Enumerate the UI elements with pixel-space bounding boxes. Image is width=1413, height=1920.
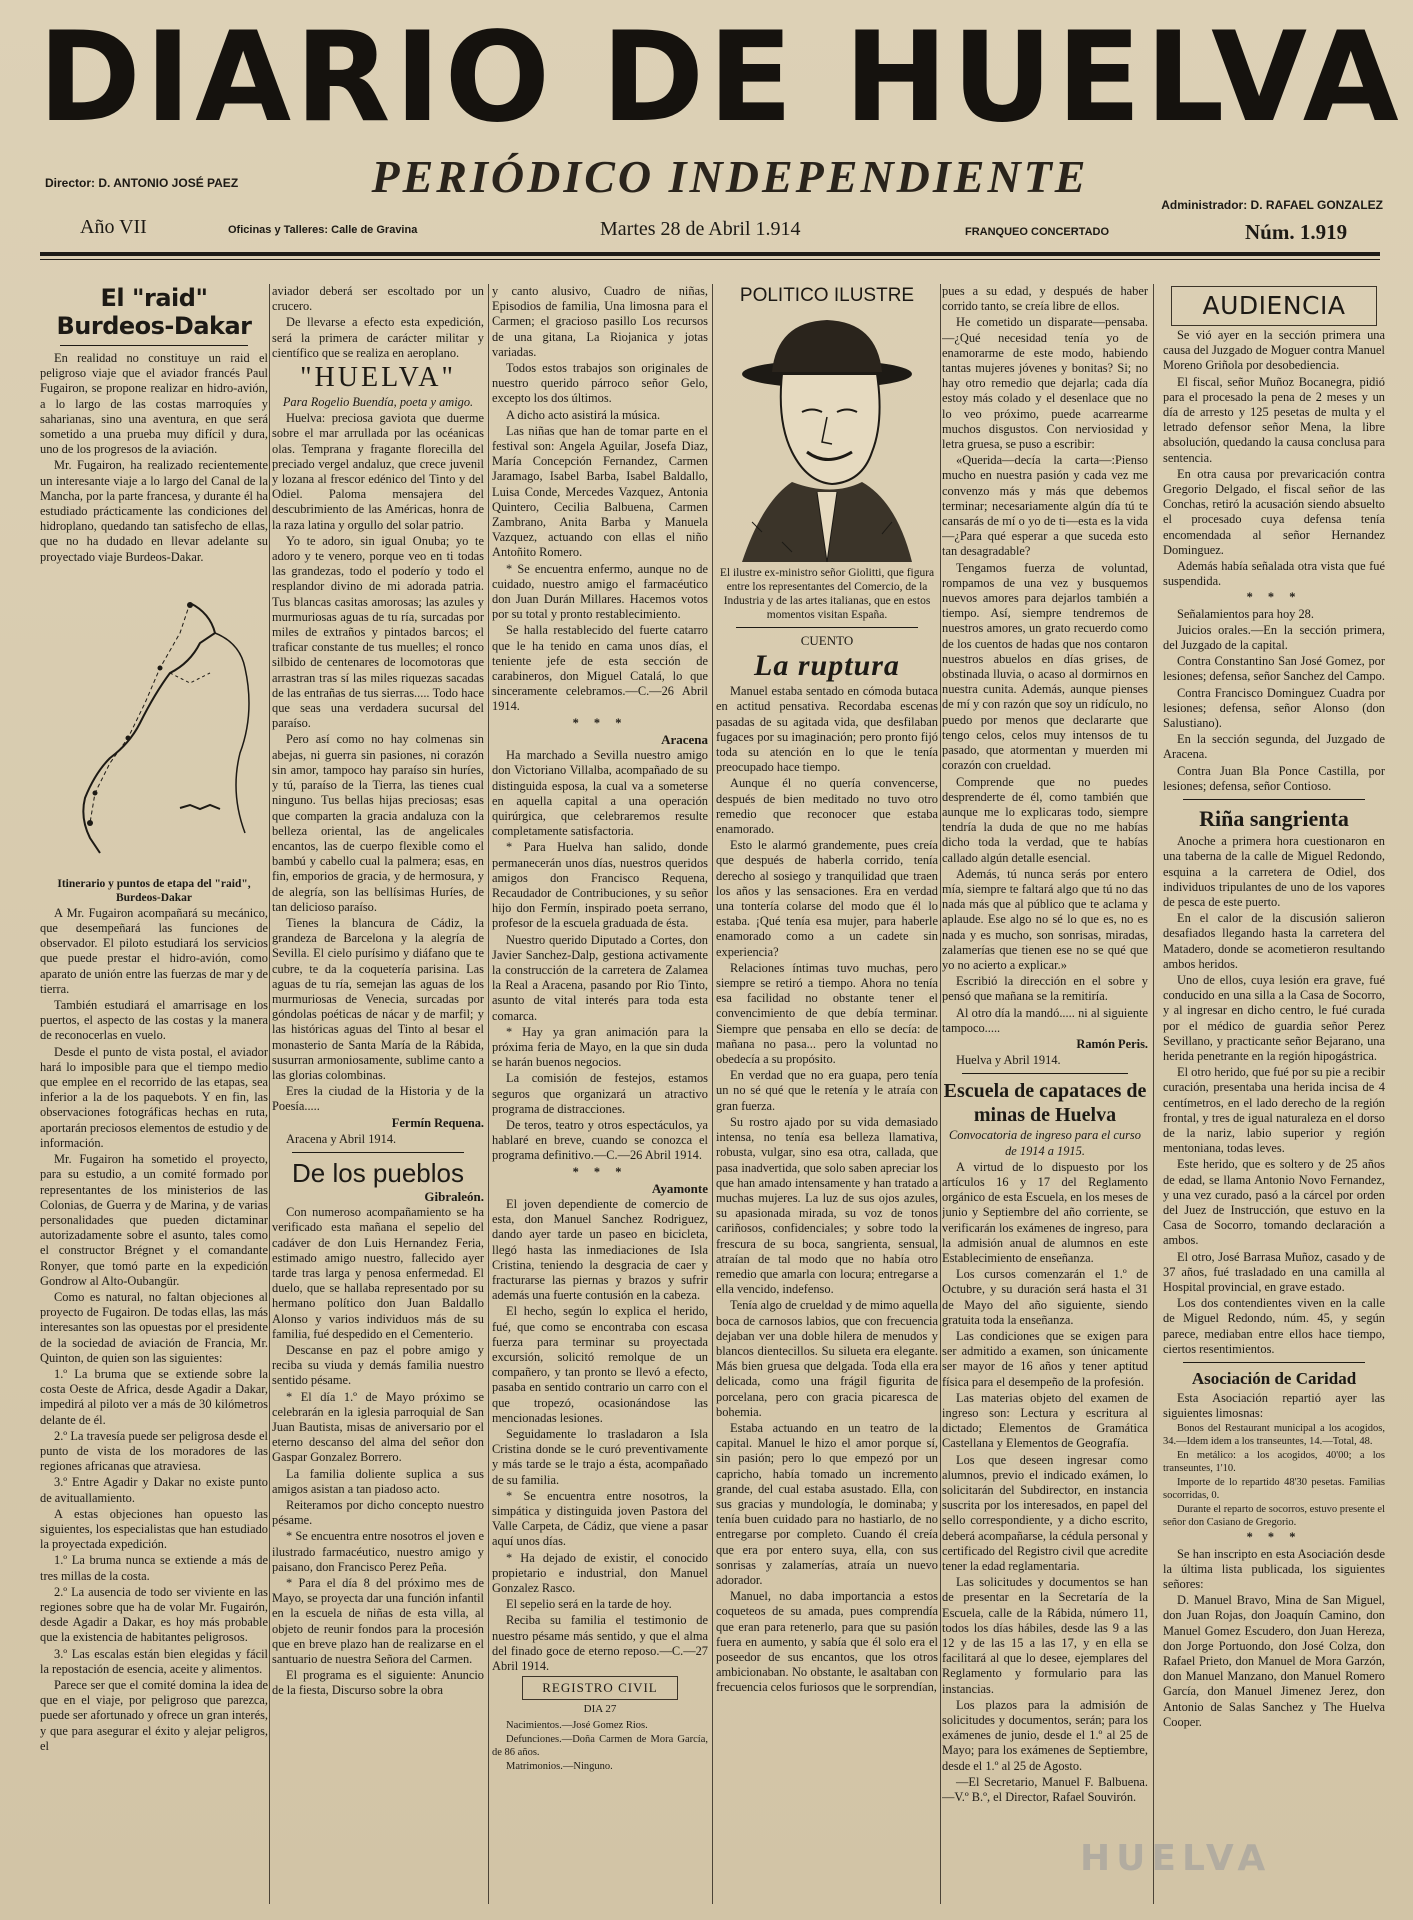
paragraph: 1.º La bruma nunca se extiende a más de tres millas de la costa. [40, 1553, 268, 1583]
column-huelva [272, 284, 484, 1904]
paragraph: El fiscal, señor Muñoz Bocanegra, pidió para el procesado la pena de 2 meses y un día de arresto y 125 pesetas de multa y el letrado defensor señor Mena, la libre absolución, quedando la causa conclusa para sentencia. [1163, 374, 1385, 465]
paragraph: Esta Asociación repartió ayer las siguientes limosnas: [1163, 1391, 1385, 1421]
paragraph: Reciba su familia el testimonio de nuestro pésame más sentido, y que el alma del finado goce de eterno reposo.—C.—27 Abril 1914. [492, 1613, 708, 1674]
paragraph: Al otro día la mandó..... ni al siguiente tampoco..... [942, 1005, 1148, 1035]
paragraph: Las condiciones que se exigen para ser admitido a examen, son únicamente ser mayor de 16 años y tener aptitud física para el desempeño de la profesión. [942, 1329, 1148, 1389]
route-map-drawing [40, 573, 266, 873]
paragraph: Tengamos fuerza de voluntad, rompamos de una vez y busquemos nuevos amores para dejarlos también a tiempo. Así, siempre tendremos de nuestros amores, un grato recuerdo como de los cuentos de hadas que nos contaron nuestros abuelos en días grises, de obstinada lluvia, o acaso al dormirnos en nuestra cunita. Además, aunque pienses de mí y con razón que soy un ridículo, no puedo por menos que declararte que tengo celos, celos muy intensos de tu pasado, que atormentan y muerden mi corazón con crueldad. [942, 560, 1148, 773]
paragraph: Las niñas que han de tomar parte en el festival son: Angela Aguilar, Josefa Diaz, María Concepción Fernandez, Carmen Jaramago, Isabel Barba, Isabel Baldallo, Luisa Conde, Mercedes Vazquez, Antonia Quintero, Cecilia Balbuena, Carmen Zambrano, Anita Barba y Manuela Vazquez, actuando con ellas el niño Antoñito Romero. [492, 423, 708, 560]
paragraph: * Se encuentra entre nosotros, la simpática y distinguida joven Pastora del Valle Carpeta, de Cádiz, que viene a pasar aquí unos días. [492, 1488, 708, 1549]
paragraph: Reiteramos por dicho concepto nuestro pésame. [272, 1498, 484, 1528]
paragraph: Manuel estaba sentado en cómoda butaca en actitud pensativa. Recordaba escenas pasadas de su agitada vida, que desfilaban fugaces por su imaginación; pero pronto fijó toda su atención en lo que le tenía preocupado hace tiempo. [716, 684, 938, 775]
paragraph: Tenía algo de crueldad y de mimo aquella boca de carnosos labios, que con frecuencia dejaban ver una doble hilera de menudos y blancos dientecillos. Su silueta era elegante. Más bien gruesa que delgada. Toda ella era delicada, como una frágil figurita de porcelana, pero con gracia picaresca de bohemia. [716, 1298, 938, 1419]
paragraph: A Mr. Fugairon acompañará su mecánico, que desempeñará las funciones de observador. El piloto estudiará los servicios que puede prestar el hidro-avión, como aparato de unión entre las fuerzas de mar y de tierra. [40, 905, 268, 996]
paragraph: Estaba actuando en un teatro de la capital. Manuel le hizo el amor porque sí, sin pasión; pero lo que empezó por un capricho, había tomado un incremento grande, del cual estaba asustado. Ella, con sus gracias y mundología, le dominaba; y tenía buen cuidado para no hastiarlo, de no entregarse por completo. Cuando él creía que era por entero suya, ella, con sus sonrisas y zalamerías, atraía un nuevo adorador. [716, 1420, 938, 1587]
deaths: Defunciones.—Doña Carmen de Mora García, de 86 años. [492, 1733, 708, 1758]
paragraph: 3.º Entre Agadir y Dakar no existe punto de avituallamiento. [40, 1475, 268, 1505]
paragraph: Todos estos trabajos son originales de nuestro querido párroco señor Gelo, excepto los dos últimos. [492, 361, 708, 406]
section-title-pueblos: De los pueblos [292, 1157, 464, 1188]
separator-stars: * * * [1246, 590, 1302, 605]
paragraph: También estudiará el amarrisage en los puertos, el aspecto de las costas y la manera de reconocerlas en vuelo. [40, 998, 268, 1043]
article-title-rina: Riña sangrienta [1199, 806, 1349, 832]
separator-stars: * * * [572, 715, 628, 730]
separator-stars: * * * [1246, 1530, 1302, 1545]
paragraph: * Hay ya gran animación para la próxima feria de Mayo, en la que sin duda se harán buenos negocios. [492, 1024, 708, 1070]
paragraph: El sepelio será en la tarde de hoy. [506, 1597, 672, 1612]
paragraph: El hecho, según lo explica el herido, fué, que como se encontraba con escasa fuerza para terminar su proyectada excursión, solicitó remolque de un compañero, y tan pronto se llevó a efecto, pasaba en sentido contrario un carro con el que tropezó, ocasionándose las mencionadas lesiones. [492, 1304, 708, 1425]
marriages: Matrimonios.—Ninguno. [506, 1760, 613, 1772]
paragraph: Descanse en paz el pobre amigo y reciba su viuda y demás familia nuestro sentido pésame. [272, 1343, 484, 1388]
paragraph: Tienes la blancura de Cádiz, la grandeza de Barcelona y la alegría de Sevilla. El cielo purísimo y diáfano que te cubre, te da la coquetería parisina. Las aguas de tu ría, semejan las aguas de los murmuriosas de Venecia, surcadas por góndolas poéticas de nácar y de marfil; y las históricas aguas del Tinto al besar el monasterio de Santa María de la Rábida, susurran armoniosamente, sublime canto a las glorias colombinas. [272, 915, 484, 1082]
paragraph: De teros, teatro y otros espectáculos, ya hablaré en breve, cuando se conozca el programa definitivo.—C.—26 Abril 1914. [492, 1117, 708, 1163]
paragraph: Seguidamente lo trasladaron a Isla Cristina donde se le curó preventivamente y más tarde se le trajo a ésta, acompañado de su familia. [492, 1427, 708, 1487]
paragraph: A estas objeciones han opuesto las siguientes, los especialistas que han estudiado la proyectada expedición. [40, 1506, 268, 1552]
paragraph: Señalamientos para hoy 28. [1177, 606, 1314, 621]
paragraph: Se halla restablecido del fuerte catarro que le ha tenido en cama unos días, el teniente jefe de esta sección de carabineros, don Miguel Catalá, lo que sinceramente celebramos.—C.—26 Abril 1914. [492, 623, 708, 714]
article-title-asociacion: Asociación de Caridad [1191, 1369, 1357, 1388]
paragraph: Desde el punto de vista postal, el aviador hará lo imposible para que el tiempo medio que emplee en el recorrido de las etapas, sea inferior a la de los paquebots. Y en fin, las observaciones fotográficas hechas en ruta, aportarán preciosos elementos de estudio y de información. [40, 1044, 268, 1150]
masthead-rule [40, 252, 1380, 256]
paragraph: 1.º La bruma que se extiende sobre la costa Oeste de Africa, desde Agadir a Dakar, impedirá al piloto ver a más de 30 kilómetros delante de él. [40, 1366, 268, 1427]
paragraph: Mr. Fugairon ha sometido el proyecto, para su estudio, a un comité formado por representantes de los ministerios de las Colonias, de Guerra y de Marina, y de varias personalidades que pueden dictaminar autorizadamente sobre el asunto, tales como el constructor Brégnet y el comandante Ronyer, que tomó parte en la expedición Gondrow al Alto-Oubangür. [40, 1152, 268, 1288]
paragraph: En otra causa por prevaricación contra Gregorio Delgado, el fiscal señor de las Conchas, retiró la acusación siendo absuelto el procesado cuya defensa tenía encomendada al señor Hernandez Dominguez. [1163, 466, 1385, 557]
paragraph: —El Secretario, Manuel F. Balbuena.—V.º B.º, el Director, Rafael Souvirón. [942, 1774, 1148, 1805]
paragraph: Se vió ayer en la sección primera una causa del Juzgado de Moguer contra Manuel Moreno Griñola por desobediencia. [1163, 328, 1385, 373]
issue-number: Núm. 1.919 [1245, 220, 1348, 244]
paragraph: De llevarse a efecto esta expedición, será la primera de carácter militar y científico que se realiza en aeroplano. [272, 315, 484, 360]
paragraph: La comisión de festejos, estamos seguros que organizará un atractivo programa de distracciones. [492, 1071, 708, 1116]
column-divider [488, 284, 489, 1904]
paragraph: 2.º La travesía puede ser peligrosa desde el punto de vista de los moradores de las regiones africanas que atraviesa. [40, 1428, 268, 1474]
paragraph: * Para Huelva han salido, donde permanecerán unos días, nuestros queridos amigos don Francisco Requena, Recaudador de Contribuciones, y su señor hijo don Fermín, inspirado poeta serrano, profesor de la escuela graduada de ésta. [492, 840, 708, 931]
paragraph: * El día 1.º de Mayo próximo se celebrarán en la iglesia parroquial de San Juan Bautista, misas de aniversario por el eterno descanso del alma del señor don Gaspar Gonzalez Borrero. [272, 1389, 484, 1465]
dateline: Aracena y Abril 1914. [286, 1131, 397, 1146]
route-map [40, 573, 266, 873]
section-rule [1183, 799, 1365, 800]
dateline: Huelva y Abril 1914. [956, 1053, 1061, 1068]
paragraph: Escribió la dirección en el sobre y pensó que mañana se la remitiría. [942, 974, 1148, 1004]
paragraph: Contra Juan Bla Ponce Castilla, por lesiones; defensa, señor Contioso. [1163, 763, 1385, 793]
paragraph: aviador deberá ser escoltado por un crucero. [272, 284, 484, 314]
audiencia-box [1171, 286, 1377, 326]
paragraph: Con numeroso acompañamiento se ha verificado esta mañana el sepelio del cadáver de don Luis Hernandez Feria, estimado amigo nuestro, fallecido ayer tarde tras larga y penosa enfermedad. El duelo, que se hallaba representado por su hermano político don Juan Baldallo Alonso y varios individuos más de su familia, fué despedido en el Cementerio. [272, 1205, 484, 1341]
issue-date: Martes 28 de Abril 1.914 [600, 218, 801, 240]
paragraph: Yo te adoro, sin igual Onuba; yo te adoro y te venero, porque veo en ti todas las grandezas, todo el poderío y todo el resplandor divino de mi adorada patria. Tus blancas casitas amorosas; las azules y murmuriosas aguas de tu ría, surcadas por miles de extraños y pintados barcos; el traficar constante de tus muelles; el ronco silbido de centenares de locomotoras que arrastran tras sí las miles riquezas sacadas de las entrañas de tus sierras..... Todo hace que seas una verdadera sucursal del paraíso. [272, 533, 484, 731]
article-title-escuela: Escuela de capataces de minas de Huelva [943, 1080, 1147, 1127]
column-escuela [942, 284, 1148, 1904]
paragraph: Aunque él no quería convencerse, después de bien meditado no tuvo otro remedio que reconocer que estaba enamorado. [716, 776, 938, 837]
article-title-audiencia: AUDIENCIA [1202, 291, 1346, 320]
paragraph: «Querida—decía la carta—:Pienso mucho en nuestra pasión y cada vez me convenzo más y más que debemos terminar; necesariamente algún día tú te cansarás de mí o yo de ti—esta es la vida—¿Para qué esperar a que suceda esto tan desagradable? [942, 453, 1148, 559]
column-ruptura [716, 284, 938, 1904]
paragraph: El otro herido, que fué por su pie a recibir curación, presentaba una herida incisa de 4 centímetros, en el lado derecho de la región frontal, y tres de igual naturaleza en el dorso de la nariz, labio superior y región mentoniana, todas leves. [1163, 1065, 1385, 1156]
paragraph: Los dos contendientes viven en la calle de Miguel Redondo, núm. 45, y según parece, mediaban entre ellos hace tiempo, ciertos resentimientos. [1163, 1296, 1385, 1356]
section-rule [962, 1073, 1128, 1074]
paragraph: Comprende que no puedes desprenderte de él, como también que aunque me lo explicaras todo, siempre tendría la duda de que no me habías dicho toda la verdad, que te habías callado algún detalle esencial. [942, 774, 1148, 865]
portrait-caption: El ilustre ex-ministro señor Giolitti, que figura entre los representantes del Comercio, de la Industria y de las artes italianas, que en estos momentos visitan España. [719, 567, 935, 621]
postage-note: FRANQUEO CONCERTADO [965, 226, 1110, 238]
paragraph: Huelva: preciosa gaviota que duerme sobre el mar arrullada por las océanicas olas. Temprana y fragante florecilla del preciado vergel andaluz, que crece juvenil y lozana al frescor edénico del Tinto y del Odiel. Paloma mensajera del descubrimiento de las Américas, honra de la raza latina y orgullo del solar patrio. [272, 411, 484, 532]
town-heading: Ayamonte [651, 1180, 708, 1196]
paragraph: En verdad que no era guapa, pero tenía un no sé qué que le retenía y le atraía con gran fuerza. [716, 1068, 938, 1113]
masthead-title: DIARIO DE HUELVA [38, 6, 1403, 150]
column-divider [712, 284, 713, 1904]
paragraph: y canto alusivo, Cuadro de niñas, Episodios de familia, Una limosna para el Carmen; el gracioso pasillo Los recursos de una gitana, La Riojanica y jotas variadas. [492, 284, 708, 359]
paragraph: He cometido un disparate—pensaba.—¿Qué necesidad tenía yo de enamorarme de este modo, habiendo tantas mujeres jóvenes y bonitas? Si; no hay otro remedio que dejarla; cada día estoy más colado y el desenlace que no lo veo próximo, puede acarrearme muchos disgustos. Con nerviosidad y letra gruesa, se puso a escribir: [942, 315, 1148, 452]
article-title-ruptura: La ruptura [754, 649, 900, 683]
paragraph: Las materias objeto del examen de ingreso son: Lectura y escritura al dictado; Elementos de Gramática Castellana y Elementos de Geografía. [942, 1390, 1148, 1451]
paragraph: Durante el reparto de socorros, estuvo presente el señor don Casiano de Gregorio. [1163, 1504, 1385, 1529]
column-audiencia [1163, 284, 1385, 1904]
paragraph: * Ha dejado de existir, el conocido propietario e industrial, don Manuel Gonzalez Rasco. [492, 1550, 708, 1596]
column-divider [269, 284, 270, 1904]
paragraph: A dicho acto asistirá la música. [506, 407, 661, 422]
paragraph: Parece ser que el comité domina la idea de que en el viaje, por peligroso que parezca, puede ser afortunado y ofrece un gran interés, y que para asegurar el éxito y alejar peligros, el [40, 1678, 268, 1753]
column-divider [1153, 284, 1154, 1904]
paragraph: Su rostro ajado por su vida demasiado intensa, no tenía esa belleza llamativa, robusta, vulgar, sino esa otra, callada, que pasa inadvertida, que solo saben apreciar los que han amado intensamente y han tratado a muchas mujeres. La luz de sus ojos azules, su apasionada mirada, su voz de tonos cariñosos, confidenciales; y sobre todo la frescura de su boca, sangrienta, sensual, atraían de tal modo que no había otro remedio que amarla con locura; entregarse a ella vencido, indefenso. [716, 1114, 938, 1297]
paragraph: El otro, José Barrasa Muñoz, casado y de 37 años, fué trasladado en una camilla al Hospital provincial, en grave estado. [1163, 1249, 1385, 1294]
masthead-subtitle: PERIÓDICO INDEPENDIENTE [371, 151, 1089, 202]
paragraph: D. Manuel Bravo, Mina de San Miguel, don Juan Rojas, don Joaquín Camino, don Manuel Gomez Escudero, don Juan Hereza, don Jorge Portuondo, don José Colza, don Rafael Prieto, don Manuel de Mora Garzón, don Manuel Manzano, don Manuel Romero García, don Manuel Jimenez Jerez, don Antonio de Salas Sanchez y The Huelva Cooper. [1163, 1593, 1385, 1729]
paragraph: Ha marchado a Sevilla nuestro amigo don Victoriano Villalba, acompañado de su distinguida esposa, la cual va a someterse en aquella capital a una operación quirúrgica, que celebraremos resulte completamente satisfactoria. [492, 748, 708, 839]
paragraph: * Se encuentra enfermo, aunque no de cuidado, nuestro amigo el farmacéutico don Juan Durán Millares. Hacemos votos por su total y pronto restablecimiento. [492, 561, 708, 622]
column-pueblos [492, 284, 708, 1904]
paragraph: Como es natural, no faltan objeciones al proyecto de Fugairon. De todas ellas, las más interesantes son las opuestas por el presidente de la sociedad de aviación de Francia, Mr. Quinton, de quien son las siguientes: [40, 1289, 268, 1365]
director-line: Director: D. ANTONIO JOSÉ PAEZ [45, 176, 239, 190]
masthead-rule-thin [40, 259, 1380, 260]
section-rule [736, 627, 918, 628]
convocatoria: Convocatoria de ingreso para el curso de 1914 a 1915. [949, 1128, 1141, 1158]
administrator-line: Administrador: D. RAFAEL GONZALEZ [1161, 198, 1383, 212]
paragraph: Los plazos para la admisión de solicitudes y documentos, serán; para los exámenes de junio, desde el 1.º al 25 de Mayo; para los exámenes de Septiembre, desde el 1.º al 25 de Agosto. [942, 1697, 1148, 1773]
paragraph: Además, tú nunca serás por entero mía, siempre te faltará algo que tú no das nada más que al público que te aclama y aplaude. Ese algo no sé lo que es, no es nada y es mucho, son sonrisas, miradas, zalamerías que tienen ese no se qué que yo no acierto a explicar.» [942, 866, 1148, 972]
paragraph: Esto le alarmó grandemente, pues creía que después de haberla corrido, tenía derecho al sosiego y tranquilidad que traen los años y las sensaciones. Era en verdad una tontería colarse del modo que él lo estaba. ¡Qué tenía esa mujer, para haberle enamorado como a un cadete sin experiencia? [716, 838, 938, 959]
paragraph: En la sección segunda, del Juzgado de Aracena. [1163, 732, 1385, 762]
paragraph: El programa es el siguiente: Anuncio de la fiesta, Discurso sobre la obra [272, 1668, 484, 1698]
paragraph: Juicios orales.—En la sección primera, del Juzgado de la capital. [1163, 622, 1385, 653]
registro-civil-box [522, 1676, 678, 1700]
paragraph: Los que deseen ingresar como alumnos, previo el indicado exámen, lo solicitarán del Subdirector, en instancia suscrita por los interesados, en papel del sello correspondiente, y a dicho escrito, deberá acompañarse, la cédula personal y certificado del Registro civil que acredite tener la edad reglamentaria. [942, 1452, 1148, 1574]
paragraph: Uno de ellos, cuya lesión era grave, fué conducido en una silla a la Casa de Socorro, y al ingresar en dicho centro, le fué curada por el médico de guardia señor Perez Sevillano, y practicante señor Bejarano, una herida penetrante en la región hipogástrica. [1163, 972, 1385, 1063]
article-title-raid: El "raid" Burdeos-Dakar [56, 284, 252, 340]
paragraph: Relaciones íntimas tuvo muchas, pero siempre se retiró a tiempo. Ahora no tenía esa facilidad no obstante tener el convencimiento de que debía terminar. Siempre que pensaba en ello se decía: de mañana no pasa... pero la voluntad no obedecía a su propósito. [716, 960, 938, 1067]
paragraph: Pero así como no hay colmenas sin abejas, ni guerra sin pasiones, ni corazón sin amor, tampoco hay paraíso sin huríes, y tú, paraíso de la Tierra, las tienes cual ninguno. Tus bellas hijas preciosas; esas que comparten la gracia andaluza con la belleza oriental, las de angelicales encantos, las de cuerpo flexible como el bambú y cabello cual la palmera; esas, en fin, emporios de gracia, y de hermosura, y de alegría, son las bellísimas Huríes, de tan delicioso paraíso. [272, 732, 484, 914]
paragraph: * Se encuentra entre nosotros el joven e ilustrado farmacéutico, nuestro amigo y paisano, don Francisco Perez Peña. [272, 1529, 484, 1574]
paragraph: En realidad no constituye un raid el peligroso viaje que el aviador francés Paul Fugairon, se propone realizar en hidro-avión, a lo largo de las costas marroquíes y saharianas, sino una aventura, en que será sometido a una prueba muy difícil y dura, uno de los progresos de la aviación. [40, 351, 268, 457]
column-raid [40, 284, 268, 1904]
column-divider [940, 284, 941, 1904]
map-caption: Itinerario y puntos de etapa del "raid", Burdeos-Dakar [57, 877, 251, 904]
signature: Ramón Peris. [1076, 1036, 1148, 1051]
section-rule [292, 1152, 464, 1153]
registro-title: REGISTRO CIVIL [542, 1680, 658, 1696]
paragraph: Importe de lo repartido 48'30 pesetas. Familias socorridas, 0. [1163, 1477, 1385, 1502]
paragraph: Las solicitudes y documentos se han de presentar en la Secretaría de la Escuela, calle de la Rábida, número 11, todos los días hábiles, desde las 9 a las 12 y de las 15 a las 17, y en ella se facilitará al que lo desee, ejemplares del Reglamento y formulario para las instancias. [942, 1575, 1148, 1696]
town-heading: Aracena [661, 731, 708, 747]
town-heading: Gibraleón. [424, 1188, 484, 1204]
paragraph: Además había señalada otra vista que fué suspendida. [1163, 559, 1385, 589]
paragraph: pues a su edad, y después de haber corrido tanto, se creía libre de ellos. [942, 284, 1148, 314]
paragraph: Anoche a primera hora cuestionaron en una taberna de la calle de Miguel Redondo, esquina a la carretera de Odiel, dos individuos tripulantes de uno de los vapores de pesca de este puerto. [1163, 834, 1385, 909]
article-title-politico: POLITICO ILUSTRE [739, 285, 915, 306]
paragraph: La familia doliente suplica a sus amigos asistan a tan piadoso acto. [272, 1466, 484, 1496]
section-rule [1183, 1362, 1365, 1363]
paragraph: Nuestro querido Diputado a Cortes, don Javier Sanchez-Dalp, gestiona activamente la construcción de la carretera de Zalamea la Real a Aracena, pasando por Rio Tinto, asunto de vital interés para toda esta comarca. [492, 932, 708, 1023]
dedication: Para Rogelio Buendía, poeta y amigo. [282, 395, 474, 410]
registro-day: DIA 27 [583, 1703, 617, 1716]
separator-stars: * * * [572, 1164, 628, 1179]
paragraph: * Para el día 8 del próximo mes de Mayo, se proyecta dar una función infantil en la escuela de niñas de esta villa, al objeto de reunir fondos para la procesión que en breve plazo han de realizarse en el santuario de nuestra Señora del Carmen. [272, 1576, 484, 1667]
title-rule [60, 345, 248, 346]
issue-year: Año VII [80, 216, 147, 238]
paragraph: A virtud de lo dispuesto por los artículos 16 y 17 del Reglamento orgánico de esta Escuela, en los meses de junio y Septiembre del año corriente, se verificarán los exámenes de ingreso, para la admisión anual de alumnos en este Establecimiento de enseñanza. [942, 1159, 1148, 1265]
cuento-label: CUENTO [800, 633, 854, 648]
paragraph: El joven dependiente de comercio de esta, don Manuel Sanchez Rodriguez, dando ayer tarde un paseo en bicicleta, llegó hasta las inmediaciones de Isla Cristina, teniendo la desgracia de caer y fracturarse las piernas y brazos y sufrir además una fuerte contusión en la cabeza. [492, 1196, 708, 1303]
paragraph: 3.º Las escalas están bien elegidas y fácil la repostación de esencia, aceite y alimentos. [40, 1646, 268, 1676]
paragraph: Se han inscripto en esta Asociación desde la última lista publicada, los siguientes señores: [1163, 1546, 1385, 1592]
paragraph: Manuel, no daba importancia a estos coqueteos de su amada, pues comprendía que eran para retenerlo, para que su pasión fuera en aumento, y sabía que él solo era el poseedor de sus encantos, que los otros ambicionaban. No obstante, le asaltaban con frecuencia celos furiosos que le sorprendían, [716, 1589, 938, 1695]
signature: Fermín Requena. [391, 1115, 484, 1130]
paragraph: Bonos del Restaurant municipal a los acogidos, 34.—Idem idem a los transeuntes, 14.—Total, 48. [1163, 1423, 1385, 1448]
giolitti-portrait [722, 312, 932, 562]
paragraph: En el calor de la discusión salieron desafiados llegando hasta la carretera del Matadero, donde se acometieron resultando ambos heridos. [1163, 911, 1385, 971]
paragraph: Los cursos comenzarán el 1.º de Octubre, y su duración será hasta el 31 de Mayo del año siguiente, siendo gratuita toda la enseñanza. [942, 1267, 1148, 1327]
paragraph: Contra Constantino San José Gomez, por lesiones; defensa, señor Sanchez del Campo. [1163, 654, 1385, 684]
article-title-huelva: "HUELVA" [300, 362, 456, 394]
offices-address: Oficinas y Talleres: Calle de Gravina [228, 224, 418, 236]
paragraph: En metálico: a los acogidos, 40'00; a los transeuntes, 1'10. [1163, 1450, 1385, 1475]
paragraph: Mr. Fugairon, ha realizado recientemente un interesante viaje a lo largo del Canal de la Mancha, por la parte francesa, y durante él ha estudiado prácticamente las condiciones del hidroplano, quedando tan satisfecho de ellas, que no ha dudado en llevar adelante su proyectado viaje Burdeos-Dakar. [40, 458, 268, 564]
paragraph: Eres la ciudad de la Historia y de la Poesía..... [272, 1084, 484, 1114]
issue-info-row [40, 216, 1385, 250]
paragraph: 2.º La ausencia de todo ser viviente en las regiones sobre que ha de volar Mr. Fugairón, desde Agadir a Dakar, es hoy más probable que la existencia de habitantes peligrosos. [40, 1584, 268, 1645]
births: Nacimientos.—José Gomez Rios. [506, 1719, 648, 1731]
paragraph: Este herido, que es soltero y de 25 años de edad, se llama Antonio Novo Fernandez, y una vez curado, pasó a la cárcel por orden del Juez de Instrucción, que estuvo en la Casa de Socorro, tomando declaración a ambos. [1163, 1157, 1385, 1248]
archive-watermark: HUELVA [1080, 1838, 1272, 1879]
paragraph: Contra Francisco Dominguez Cuadra por lesiones; defensa, señor Alonso (don Salustiano). [1163, 685, 1385, 731]
